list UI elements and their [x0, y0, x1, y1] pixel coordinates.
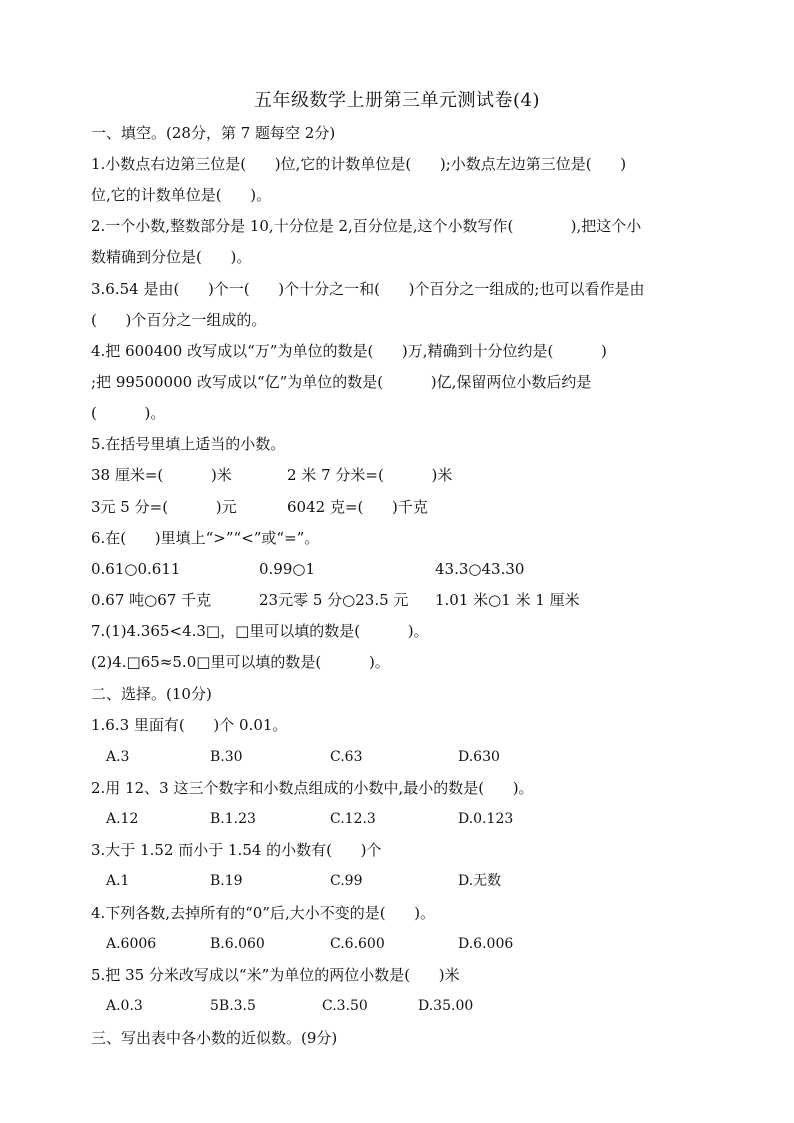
option: A.1 [106, 873, 130, 889]
q6-item: 0.61○0.611 [91, 560, 181, 578]
option: D.0.123 [458, 811, 514, 827]
option: D.6.006 [458, 936, 514, 952]
q5-item: 2 米 7 分米=( )米 [287, 466, 453, 484]
choice-question-1: 1.6.3 里面有( )个 0.01。 [91, 716, 288, 734]
q5-item: 3元 5 分=( )元 [91, 498, 237, 516]
option: D.630 [458, 749, 500, 765]
option: B.1.23 [210, 811, 256, 827]
question-5-prompt: 5.在括号里填上适当的小数。 [91, 435, 286, 453]
question-3-line-2: ( )个百分之一组成的。 [91, 311, 267, 329]
choice-question-3: 3.大于 1.52 而小于 1.54 的小数有( )个 [91, 841, 382, 859]
section-1-heading: 一、填空。(28分，第 7 题每空 2分) [91, 124, 336, 142]
question-3-line-1: 3.6.54 是由( )个一( )个十分之一和( )个百分之一组成的;也可以看作是由 [91, 280, 645, 298]
option: A.6006 [106, 936, 157, 952]
question-4-line-2: ;把 99500000 改写成以“亿”为单位的数是( )亿,保留两位小数后约是 [91, 373, 592, 391]
question-2-line-2: 数精确到分位是( )。 [91, 248, 252, 266]
option: D.35.00 [418, 998, 474, 1014]
question-2-line-1: 2.一个小数,整数部分是 10,十分位是 2,百分位是,这个小数写作( ),把这个小 [91, 217, 642, 235]
question-6-prompt: 6.在( )里填上“>”“<”或“=”。 [91, 529, 320, 547]
question-1-line-1: 1.小数点右边第三位是( )位,它的计数单位是( );小数点左边第三位是( ) [91, 155, 627, 173]
option: B.19 [210, 873, 243, 889]
question-4-line-3: ( )。 [91, 404, 166, 422]
q5-item: 38 厘米=( )米 [91, 466, 232, 484]
option: A.12 [106, 811, 139, 827]
q5-item: 6042 克=( )千克 [287, 498, 428, 516]
choice-question-5: 5.把 35 分米改写成以“米”为单位的两位小数是( )米 [91, 966, 460, 984]
q6-item: 0.67 吨○67 千克 [91, 591, 212, 609]
q6-item: 43.3○43.30 [435, 560, 525, 578]
option: A.3 [106, 749, 130, 765]
option: D.无数 [458, 873, 502, 889]
q6-item: 23元零 5 分○23.5 元 [259, 591, 409, 609]
question-4-line-1: 4.把 600400 改写成以“万”为单位的数是( )万,精确到十分位约是( ) [91, 342, 607, 360]
option: B.30 [210, 749, 243, 765]
option: C.3.50 [322, 998, 368, 1014]
option: 5B.3.5 [210, 998, 256, 1014]
choice-question-4: 4.下列各数,去掉所有的“0”后,大小不变的是( )。 [91, 904, 436, 922]
question-1-line-2: 位,它的计数单位是( )。 [91, 186, 272, 204]
option: C.6.600 [330, 936, 385, 952]
option: A.0.3 [106, 998, 143, 1014]
option: C.12.3 [330, 811, 376, 827]
page-title: 五年级数学上册第三单元测试卷(4) [254, 90, 540, 111]
section-2-heading: 二、选择。(10分) [91, 685, 212, 703]
option: B.6.060 [210, 936, 265, 952]
q6-item: 1.01 米○1 米 1 厘米 [435, 591, 580, 609]
choice-question-2: 2.用 12、3 这三个数字和小数点组成的小数中,最小的数是( )。 [91, 779, 534, 797]
option: C.99 [330, 873, 363, 889]
option: C.63 [330, 749, 363, 765]
q6-item: 0.99○1 [259, 560, 316, 578]
question-7-part-2: (2)4.□65≈5.0□里可以填的数是( )。 [91, 653, 390, 671]
section-3-heading: 三、写出表中各小数的近似数。(9分) [91, 1029, 338, 1047]
question-7-part-1: 7.(1)4.365<4.3□，□里可以填的数是( )。 [91, 622, 429, 640]
